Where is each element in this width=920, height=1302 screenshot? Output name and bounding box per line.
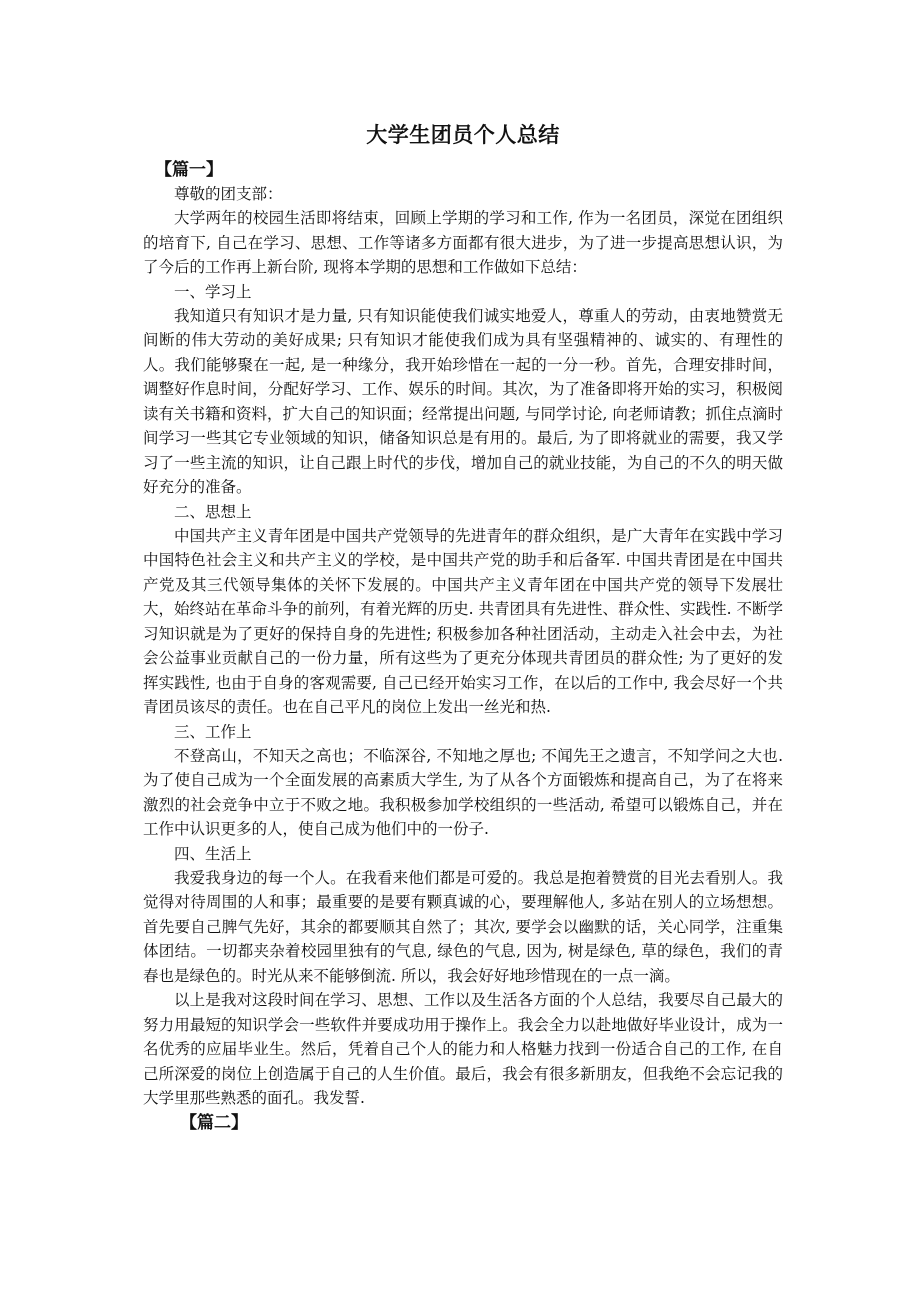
- section-heading-1: 【篇一】: [155, 160, 223, 180]
- work-heading: 三、工作上: [174, 722, 252, 741]
- conclusion-paragraph: 以上是我对这段时间在学习、思想、工作以及生活各方面的个人总结，我要尽自己最大的努力用最短的知识学会一些软件并要成功用于操作上。我会全力以赴地做好毕业设计，成为一名优秀的应届毕业生。然后，凭着自己个人的能力和人格魅力找到一份适合自己的工作, 在自己所深爱的岗位上创造属于自己的人生价值。最后，我会有很多新朋友，但我绝不会忘记我的大学里那些熟悉的面孔。我发誓.: [143, 991, 783, 1107]
- document-page: [143, 118, 783, 1135]
- intro-paragraph: 大学两年的校园生活即将结束，回顾上学期的学习和工作, 作为一名团员，深觉在团组织的培育下, 自己在学习、思想、工作等诸多方面都有很大进步，为了进一步提高思想认识，为了今后的工作再上新台阶, 现将本学期的思想和工作做如下总结：: [143, 209, 783, 276]
- document-title: 大学生团员个人总结: [366, 123, 560, 147]
- thought-heading: 二、思想上: [174, 502, 252, 521]
- salutation: 尊敬的团支部：: [174, 185, 283, 203]
- life-paragraph: 我爱我身边的每一个人。在我看来他们都是可爱的。我总是抱着赞赏的目光去看别人。我觉得对待周围的人和事；最重要的是要有颗真诚的心，要理解他人, 多站在别人的立场想想。首先要自己脾气先好，其余的都要顺其自然了；其次, 要学会以幽默的话，关心同学，注重集体团结。一切都夹杂着校园里独有的气息, 绿色的气息, 因为, 树是绿色, 草的绿色，我们的青春也是绿色的。时光从来不能够倒流. 所以，我会好好地珍惜现在的一点一滴。: [143, 868, 783, 985]
- section-heading-2: 【篇二】: [180, 1112, 248, 1133]
- work-paragraph: 不登高山，不知天之高也；不临深谷, 不知地之厚也; 不闻先王之遗言，不知学问之大也. 为了使自己成为一个全面发展的高素质大学生, 为了从各个方面锻炼和提高自己，为了在将来激烈的社会竞争中立于不败之地。我积极参加学校组织的一些活动, 希望可以锻炼自己，并在工作中认识更多的人，使自己成为他们中的一份子.: [143, 746, 783, 838]
- life-heading: 四、生活上: [174, 844, 252, 863]
- study-paragraph: 我知道只有知识才是力量, 只有知识能使我们诚实地爱人，尊重人的劳动，由衷地赞赏无间断的伟大劳动的美好成果; 只有知识才能使我们成为具有坚强精神的、诚实的、有理性的人。我们能够聚在一起, 是一种缘分，我开始珍惜在一起的一分一秒。首先，合理安排时间，调整好作息时间，分配好学习、工作、娱乐的时间。其次，为了准备即将开始的实习，积极阅读有关书籍和资料，扩大自己的知识面；经常提出问题, 与同学讨论, 向老师请教；抓住点滴时间学习一些其它专业领域的知识，储备知识总是有用的。最后, 为了即将就业的需要，我又学习了一些主流的知识，让自己跟上时代的步伐，增加自己的就业技能，为自己的不久的明天做好充分的准备。: [143, 306, 783, 496]
- thought-paragraph: 中国共产主义青年团是中国共产党领导的先进青年的群众组织，是广大青年在实践中学习中国特色社会主义和共产主义的学校，是中国共产党的助手和后备军. 中国共青团是在中国共产党及其三代领导集体的关怀下发展的。中国共产主义青年团在中国共产党的领导下发展壮大，始终站在革命斗争的前列，有着光辉的历史. 共青团具有先进性、群众性、实践性. 不断学习知识就是为了更好的保持自身的先进性; 积极参加各种社团活动，主动走入社会中去，为社会公益事业贡献自己的一份力量，所有这些为了更充分体现共青团员的群众性; 为了更好的发挥实践性, 也由于自身的客观需要, 自己已经开始实习工作，在以后的工作中, 我会尽好一个共青团员该尽的责任。也在自己平凡的岗位上发出一丝光和热.: [143, 526, 783, 716]
- study-heading: 一、学习上: [174, 282, 252, 301]
